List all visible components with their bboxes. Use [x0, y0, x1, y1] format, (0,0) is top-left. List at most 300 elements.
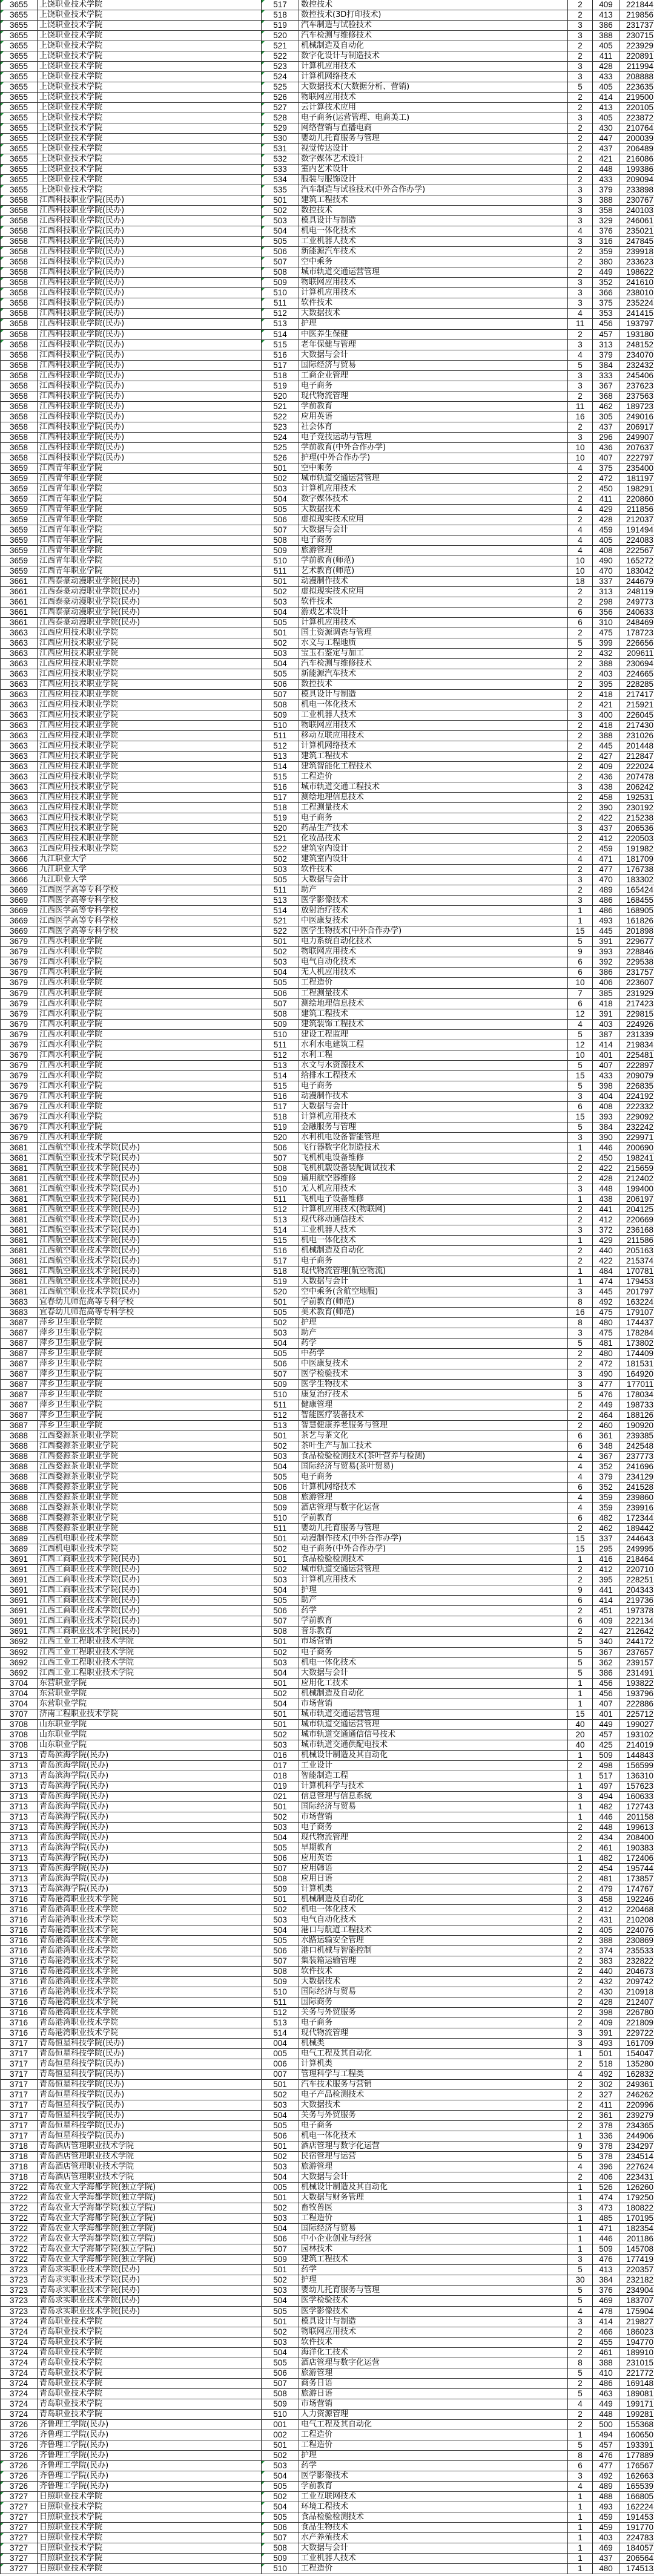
school-code-cell[interactable]	[0, 2244, 38, 2254]
min-score-cell[interactable]	[593, 41, 619, 51]
min-score-cell[interactable]	[593, 1030, 619, 1040]
plan-count-cell[interactable]	[568, 2203, 593, 2213]
min-rank-cell[interactable]	[619, 1689, 654, 1699]
min-score-cell[interactable]	[593, 1164, 619, 1173]
school-code-cell[interactable]	[0, 1730, 38, 1740]
school-name-cell[interactable]	[38, 93, 262, 102]
school-name-cell[interactable]	[38, 2554, 262, 2563]
major-name-cell[interactable]	[299, 1637, 568, 1647]
min-score-cell[interactable]	[593, 21, 619, 30]
major-name-cell[interactable]	[299, 2492, 568, 2502]
school-code-cell[interactable]	[0, 968, 38, 977]
plan-count-cell[interactable]	[568, 2131, 593, 2141]
plan-count-cell[interactable]	[568, 1833, 593, 1843]
school-code-cell[interactable]	[0, 1359, 38, 1369]
min-rank-cell[interactable]	[619, 484, 654, 494]
plan-count-cell[interactable]	[568, 2471, 593, 2481]
major-name-cell[interactable]	[299, 1720, 568, 1729]
plan-count-cell[interactable]	[568, 1020, 593, 1029]
school-code-cell[interactable]	[0, 885, 38, 895]
school-code-cell[interactable]	[0, 597, 38, 607]
school-code-cell[interactable]	[0, 185, 38, 195]
school-code-cell[interactable]	[0, 916, 38, 926]
major-name-cell[interactable]	[299, 1133, 568, 1142]
major-code-cell[interactable]	[262, 1040, 299, 1050]
major-name-cell[interactable]	[299, 1308, 568, 1317]
plan-count-cell[interactable]	[568, 1421, 593, 1431]
school-code-cell[interactable]	[0, 608, 38, 617]
min-rank-cell[interactable]	[619, 999, 654, 1009]
major-name-cell[interactable]	[299, 453, 568, 463]
major-name-cell[interactable]	[299, 2420, 568, 2430]
major-name-cell[interactable]	[299, 865, 568, 874]
min-rank-cell[interactable]	[619, 474, 654, 483]
plan-count-cell[interactable]	[568, 1720, 593, 1729]
plan-count-cell[interactable]	[568, 309, 593, 318]
school-name-cell[interactable]	[38, 1195, 262, 1204]
min-score-cell[interactable]	[593, 206, 619, 215]
major-code-cell[interactable]	[262, 1679, 299, 1688]
major-code-cell[interactable]	[262, 1544, 299, 1554]
plan-count-cell[interactable]	[568, 556, 593, 566]
plan-count-cell[interactable]	[568, 1936, 593, 1945]
school-code-cell[interactable]	[0, 10, 38, 20]
major-name-cell[interactable]	[299, 1421, 568, 1431]
school-code-cell[interactable]	[0, 536, 38, 545]
school-name-cell[interactable]	[38, 865, 262, 874]
school-name-cell[interactable]	[38, 1071, 262, 1081]
min-rank-cell[interactable]	[619, 1648, 654, 1657]
plan-count-cell[interactable]	[568, 752, 593, 761]
plan-count-cell[interactable]	[568, 1771, 593, 1781]
min-score-cell[interactable]	[593, 2512, 619, 2522]
major-name-cell[interactable]	[299, 1174, 568, 1184]
school-name-cell[interactable]	[38, 638, 262, 648]
min-rank-cell[interactable]	[619, 2440, 654, 2450]
school-code-cell[interactable]	[0, 1195, 38, 1204]
plan-count-cell[interactable]	[568, 1503, 593, 1513]
major-name-cell[interactable]	[299, 1328, 568, 1338]
plan-count-cell[interactable]	[568, 1287, 593, 1297]
plan-count-cell[interactable]	[568, 474, 593, 483]
min-score-cell[interactable]	[593, 1585, 619, 1595]
major-code-cell[interactable]	[262, 330, 299, 339]
school-code-cell[interactable]	[0, 93, 38, 102]
school-name-cell[interactable]	[38, 2368, 262, 2378]
min-rank-cell[interactable]	[619, 2358, 654, 2368]
school-code-cell[interactable]	[0, 113, 38, 123]
min-rank-cell[interactable]	[619, 1606, 654, 1616]
school-code-cell[interactable]	[0, 1174, 38, 1184]
plan-count-cell[interactable]	[568, 2039, 593, 2048]
plan-count-cell[interactable]	[568, 412, 593, 422]
school-code-cell[interactable]	[0, 1503, 38, 1513]
major-name-cell[interactable]	[299, 1462, 568, 1472]
major-code-cell[interactable]	[262, 1925, 299, 1935]
plan-count-cell[interactable]	[568, 1092, 593, 1101]
major-name-cell[interactable]	[299, 2121, 568, 2131]
school-code-cell[interactable]	[0, 947, 38, 957]
school-name-cell[interactable]	[38, 464, 262, 473]
school-code-cell[interactable]	[0, 2265, 38, 2275]
school-name-cell[interactable]	[38, 216, 262, 226]
school-code-cell[interactable]	[0, 494, 38, 504]
min-score-cell[interactable]	[593, 1679, 619, 1688]
min-rank-cell[interactable]	[619, 2234, 654, 2244]
school-name-cell[interactable]	[38, 433, 262, 442]
min-rank-cell[interactable]	[619, 1071, 654, 1081]
school-name-cell[interactable]	[38, 854, 262, 864]
min-rank-cell[interactable]	[619, 1133, 654, 1142]
major-name-cell[interactable]	[299, 226, 568, 236]
min-rank-cell[interactable]	[619, 2172, 654, 2182]
min-rank-cell[interactable]	[619, 1936, 654, 1945]
school-name-cell[interactable]	[38, 1267, 262, 1276]
plan-count-cell[interactable]	[568, 1246, 593, 1256]
plan-count-cell[interactable]	[568, 1071, 593, 1081]
major-code-cell[interactable]	[262, 968, 299, 977]
school-name-cell[interactable]	[38, 978, 262, 988]
school-code-cell[interactable]	[0, 2482, 38, 2491]
school-name-cell[interactable]	[38, 1308, 262, 1317]
major-code-cell[interactable]	[262, 926, 299, 936]
school-name-cell[interactable]	[38, 669, 262, 679]
school-name-cell[interactable]	[38, 1812, 262, 1822]
school-name-cell[interactable]	[38, 1349, 262, 1358]
major-name-cell[interactable]	[299, 1895, 568, 1904]
major-name-cell[interactable]	[299, 195, 568, 205]
min-score-cell[interactable]	[593, 195, 619, 205]
min-score-cell[interactable]	[593, 1843, 619, 1853]
school-name-cell[interactable]	[38, 834, 262, 844]
school-name-cell[interactable]	[38, 113, 262, 123]
major-code-cell[interactable]	[262, 1411, 299, 1420]
min-score-cell[interactable]	[593, 2203, 619, 2213]
plan-count-cell[interactable]	[568, 10, 593, 20]
school-code-cell[interactable]	[0, 1987, 38, 1997]
school-name-cell[interactable]	[38, 2172, 262, 2182]
school-code-cell[interactable]	[0, 1679, 38, 1688]
min-score-cell[interactable]	[593, 2451, 619, 2460]
school-name-cell[interactable]	[38, 21, 262, 30]
major-code-cell[interactable]	[262, 1092, 299, 1101]
major-code-cell[interactable]	[262, 1998, 299, 2007]
major-name-cell[interactable]	[299, 2152, 568, 2161]
major-code-cell[interactable]	[262, 62, 299, 71]
school-code-cell[interactable]	[0, 978, 38, 988]
major-name-cell[interactable]	[299, 1730, 568, 1740]
major-code-cell[interactable]	[262, 402, 299, 411]
plan-count-cell[interactable]	[568, 402, 593, 411]
school-code-cell[interactable]	[0, 2039, 38, 2048]
major-name-cell[interactable]	[299, 628, 568, 638]
major-code-cell[interactable]	[262, 1668, 299, 1678]
min-score-cell[interactable]	[593, 731, 619, 741]
major-name-cell[interactable]	[299, 2255, 568, 2264]
min-score-cell[interactable]	[593, 1493, 619, 1503]
min-rank-cell[interactable]	[619, 267, 654, 277]
major-name-cell[interactable]	[299, 1864, 568, 1873]
major-code-cell[interactable]	[262, 844, 299, 854]
min-rank-cell[interactable]	[619, 937, 654, 946]
min-rank-cell[interactable]	[619, 2162, 654, 2172]
plan-count-cell[interactable]	[568, 2492, 593, 2502]
major-code-cell[interactable]	[262, 515, 299, 525]
min-rank-cell[interactable]	[619, 2255, 654, 2264]
plan-count-cell[interactable]	[568, 937, 593, 946]
min-rank-cell[interactable]	[619, 2307, 654, 2316]
min-score-cell[interactable]	[593, 494, 619, 504]
min-score-cell[interactable]	[593, 1009, 619, 1019]
school-name-cell[interactable]	[38, 515, 262, 525]
major-name-cell[interactable]	[299, 41, 568, 51]
major-code-cell[interactable]	[262, 1720, 299, 1729]
major-name-cell[interactable]	[299, 2183, 568, 2192]
major-name-cell[interactable]	[299, 1740, 568, 1750]
school-name-cell[interactable]	[38, 700, 262, 710]
min-score-cell[interactable]	[593, 257, 619, 267]
school-name-cell[interactable]	[38, 1792, 262, 1801]
school-code-cell[interactable]	[0, 1956, 38, 1966]
plan-count-cell[interactable]	[568, 1699, 593, 1709]
school-name-cell[interactable]	[38, 741, 262, 751]
major-name-cell[interactable]	[299, 494, 568, 504]
school-code-cell[interactable]	[0, 793, 38, 802]
min-score-cell[interactable]	[593, 1452, 619, 1461]
plan-count-cell[interactable]	[568, 597, 593, 607]
min-rank-cell[interactable]	[619, 772, 654, 782]
major-name-cell[interactable]	[299, 710, 568, 720]
school-name-cell[interactable]	[38, 2203, 262, 2213]
major-name-cell[interactable]	[299, 1143, 568, 1153]
major-code-cell[interactable]	[262, 525, 299, 535]
school-code-cell[interactable]	[0, 62, 38, 71]
major-name-cell[interactable]	[299, 1987, 568, 1997]
major-name-cell[interactable]	[299, 577, 568, 586]
major-name-cell[interactable]	[299, 257, 568, 267]
plan-count-cell[interactable]	[568, 1195, 593, 1204]
min-score-cell[interactable]	[593, 72, 619, 82]
plan-count-cell[interactable]	[568, 319, 593, 329]
major-code-cell[interactable]	[262, 1153, 299, 1163]
plan-count-cell[interactable]	[568, 2430, 593, 2440]
min-rank-cell[interactable]	[619, 515, 654, 525]
plan-count-cell[interactable]	[568, 1030, 593, 1040]
min-rank-cell[interactable]	[619, 1565, 654, 1575]
major-name-cell[interactable]	[299, 1359, 568, 1369]
min-rank-cell[interactable]	[619, 1483, 654, 1492]
min-rank-cell[interactable]	[619, 2008, 654, 2017]
major-name-cell[interactable]	[299, 1648, 568, 1657]
min-score-cell[interactable]	[593, 2100, 619, 2110]
plan-count-cell[interactable]	[568, 1679, 593, 1688]
min-score-cell[interactable]	[593, 885, 619, 895]
plan-count-cell[interactable]	[568, 2142, 593, 2151]
major-name-cell[interactable]	[299, 1967, 568, 1976]
major-name-cell[interactable]	[299, 1606, 568, 1616]
min-score-cell[interactable]	[593, 1534, 619, 1544]
plan-count-cell[interactable]	[568, 525, 593, 535]
min-score-cell[interactable]	[593, 1895, 619, 1904]
school-name-cell[interactable]	[38, 824, 262, 833]
school-name-cell[interactable]	[38, 937, 262, 946]
min-score-cell[interactable]	[593, 2543, 619, 2553]
school-name-cell[interactable]	[38, 968, 262, 977]
min-rank-cell[interactable]	[619, 2152, 654, 2161]
school-code-cell[interactable]	[0, 1761, 38, 1771]
plan-count-cell[interactable]	[568, 2059, 593, 2069]
major-code-cell[interactable]	[262, 2348, 299, 2358]
plan-count-cell[interactable]	[568, 608, 593, 617]
major-code-cell[interactable]	[262, 1483, 299, 1492]
min-score-cell[interactable]	[593, 1998, 619, 2007]
min-rank-cell[interactable]	[619, 1020, 654, 1029]
min-rank-cell[interactable]	[619, 113, 654, 123]
major-code-cell[interactable]	[262, 2111, 299, 2120]
min-score-cell[interactable]	[593, 2244, 619, 2254]
school-name-cell[interactable]	[38, 0, 262, 10]
major-code-cell[interactable]	[262, 350, 299, 360]
min-rank-cell[interactable]	[619, 226, 654, 236]
min-rank-cell[interactable]	[619, 1318, 654, 1328]
major-name-cell[interactable]	[299, 1843, 568, 1853]
school-name-cell[interactable]	[38, 2028, 262, 2038]
plan-count-cell[interactable]	[568, 1565, 593, 1575]
plan-count-cell[interactable]	[568, 1431, 593, 1441]
school-code-cell[interactable]	[0, 319, 38, 329]
major-code-cell[interactable]	[262, 1267, 299, 1276]
min-score-cell[interactable]	[593, 937, 619, 946]
school-name-cell[interactable]	[38, 247, 262, 257]
major-code-cell[interactable]	[262, 2533, 299, 2543]
school-code-cell[interactable]	[0, 1864, 38, 1873]
major-name-cell[interactable]	[299, 618, 568, 628]
school-code-cell[interactable]	[0, 525, 38, 535]
min-score-cell[interactable]	[593, 392, 619, 401]
school-name-cell[interactable]	[38, 62, 262, 71]
school-code-cell[interactable]	[0, 1369, 38, 1379]
min-rank-cell[interactable]	[619, 350, 654, 360]
min-score-cell[interactable]	[593, 690, 619, 700]
school-code-cell[interactable]	[0, 402, 38, 411]
plan-count-cell[interactable]	[568, 2080, 593, 2089]
school-name-cell[interactable]	[38, 2338, 262, 2347]
min-rank-cell[interactable]	[619, 1977, 654, 1987]
major-code-cell[interactable]	[262, 1020, 299, 1029]
major-name-cell[interactable]	[299, 103, 568, 113]
plan-count-cell[interactable]	[568, 2399, 593, 2409]
school-name-cell[interactable]	[38, 772, 262, 782]
major-code-cell[interactable]	[262, 721, 299, 730]
school-name-cell[interactable]	[38, 340, 262, 350]
min-rank-cell[interactable]	[619, 1328, 654, 1338]
school-name-cell[interactable]	[38, 2379, 262, 2388]
major-code-cell[interactable]	[262, 2059, 299, 2069]
plan-count-cell[interactable]	[568, 906, 593, 916]
min-rank-cell[interactable]	[619, 1730, 654, 1740]
school-code-cell[interactable]	[0, 237, 38, 246]
major-code-cell[interactable]	[262, 700, 299, 710]
school-code-cell[interactable]	[0, 1585, 38, 1595]
min-rank-cell[interactable]	[619, 597, 654, 607]
school-code-cell[interactable]	[0, 2296, 38, 2306]
school-code-cell[interactable]	[0, 2203, 38, 2213]
plan-count-cell[interactable]	[568, 824, 593, 833]
school-code-cell[interactable]	[0, 1905, 38, 1915]
school-name-cell[interactable]	[38, 1740, 262, 1750]
school-code-cell[interactable]	[0, 1699, 38, 1709]
min-score-cell[interactable]	[593, 1853, 619, 1863]
major-code-cell[interactable]	[262, 216, 299, 226]
school-name-cell[interactable]	[38, 165, 262, 174]
major-code-cell[interactable]	[262, 185, 299, 195]
min-score-cell[interactable]	[593, 371, 619, 381]
min-score-cell[interactable]	[593, 999, 619, 1009]
major-name-cell[interactable]	[299, 2265, 568, 2275]
min-score-cell[interactable]	[593, 267, 619, 277]
major-name-cell[interactable]	[299, 1050, 568, 1060]
major-code-cell[interactable]	[262, 2482, 299, 2491]
plan-count-cell[interactable]	[568, 298, 593, 308]
major-name-cell[interactable]	[299, 1009, 568, 1019]
min-rank-cell[interactable]	[619, 165, 654, 174]
school-name-cell[interactable]	[38, 1998, 262, 2007]
min-rank-cell[interactable]	[619, 2286, 654, 2295]
plan-count-cell[interactable]	[568, 1205, 593, 1214]
school-name-cell[interactable]	[38, 267, 262, 277]
major-code-cell[interactable]	[262, 618, 299, 628]
major-code-cell[interactable]	[262, 2317, 299, 2327]
major-name-cell[interactable]	[299, 515, 568, 525]
major-code-cell[interactable]	[262, 1205, 299, 1214]
min-rank-cell[interactable]	[619, 2131, 654, 2141]
major-name-cell[interactable]	[299, 1318, 568, 1328]
plan-count-cell[interactable]	[568, 1524, 593, 1533]
school-code-cell[interactable]	[0, 926, 38, 936]
major-code-cell[interactable]	[262, 113, 299, 123]
major-name-cell[interactable]	[299, 1267, 568, 1276]
min-rank-cell[interactable]	[619, 556, 654, 566]
min-score-cell[interactable]	[593, 2399, 619, 2409]
major-name-cell[interactable]	[299, 1061, 568, 1070]
plan-count-cell[interactable]	[568, 1339, 593, 1348]
major-name-cell[interactable]	[299, 371, 568, 381]
school-code-cell[interactable]	[0, 1977, 38, 1987]
plan-count-cell[interactable]	[568, 1730, 593, 1740]
plan-count-cell[interactable]	[568, 2244, 593, 2254]
major-code-cell[interactable]	[262, 556, 299, 566]
school-code-cell[interactable]	[0, 422, 38, 432]
school-code-cell[interactable]	[0, 392, 38, 401]
major-name-cell[interactable]	[299, 947, 568, 957]
min-rank-cell[interactable]	[619, 1627, 654, 1636]
school-name-cell[interactable]	[38, 1441, 262, 1451]
major-code-cell[interactable]	[262, 340, 299, 350]
school-code-cell[interactable]	[0, 288, 38, 298]
school-name-cell[interactable]	[38, 1720, 262, 1729]
major-code-cell[interactable]	[262, 1421, 299, 1431]
min-score-cell[interactable]	[593, 2482, 619, 2491]
school-name-cell[interactable]	[38, 1411, 262, 1420]
school-name-cell[interactable]	[38, 2070, 262, 2079]
major-code-cell[interactable]	[262, 824, 299, 833]
major-code-cell[interactable]	[262, 2070, 299, 2079]
major-name-cell[interactable]	[299, 1503, 568, 1513]
min-rank-cell[interactable]	[619, 433, 654, 442]
min-score-cell[interactable]	[593, 1215, 619, 1225]
school-code-cell[interactable]	[0, 1452, 38, 1461]
plan-count-cell[interactable]	[568, 854, 593, 864]
